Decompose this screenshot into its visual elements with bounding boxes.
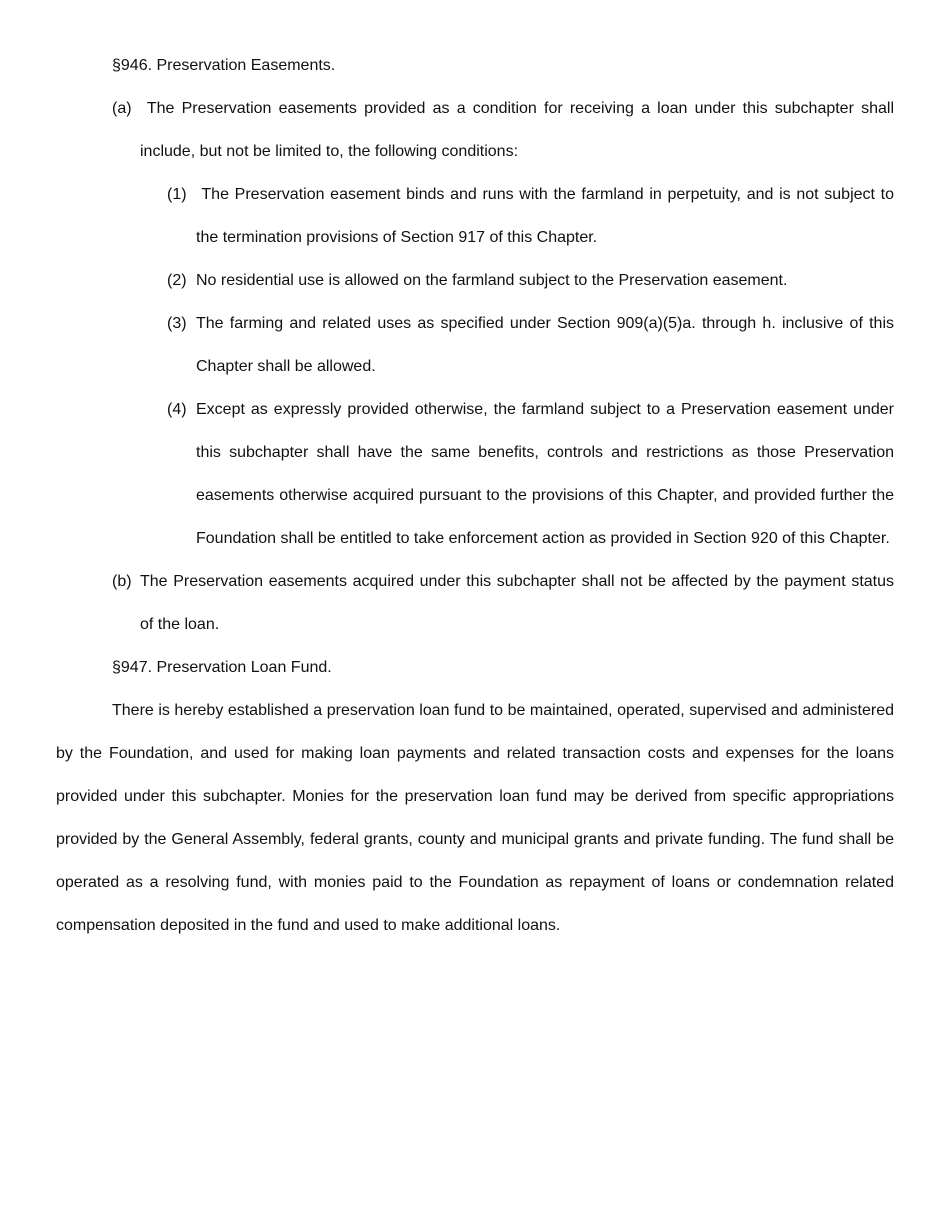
- condition-3: [167, 302, 894, 388]
- condition-4-text: Except as expressly provided otherwise, the farmland subject to a Preservation easement under this subchapter shall have the same benefits, controls and restrictions as those Preservation easements otherwise acquired pursuant to the provisions of this Chapter, and provided further the Foundation shall be entitled to take enforcement action as provided in Section 920 of this Chapter.: [196, 401, 894, 547]
- condition-4-label: (4): [167, 401, 187, 418]
- condition-4: [167, 388, 894, 560]
- condition-2-text: No residential use is allowed on the farmland subject to the Preservation easement.: [196, 272, 788, 289]
- subsection-a-label: (a): [112, 100, 132, 117]
- document-page: [56, 44, 894, 947]
- condition-1-label: (1): [167, 186, 187, 203]
- subsection-b: [112, 560, 894, 646]
- condition-2-label: (2): [167, 272, 187, 289]
- section-946-heading: §946. Preservation Easements.: [112, 57, 336, 74]
- condition-3-text: The farming and related uses as specified under Section 909(a)(5)a. through h. inclusive of this Chapter shall be allowed.: [196, 315, 894, 375]
- subsection-b-label: (b): [112, 573, 132, 590]
- condition-1: [167, 173, 894, 259]
- condition-2: [167, 259, 894, 302]
- subsection-a: [112, 87, 894, 173]
- subsection-a-text: The Preservation easements provided as a condition for receiving a loan under this subchapter shall include, but not be limited to, the following conditions:: [140, 100, 894, 160]
- section-947-body: There is hereby established a preservation loan fund to be maintained, operated, supervised and administered by the Foundation, and used for making loan payments and related transaction costs and expenses for the loans provided under this subchapter. Monies for the preservation loan fund may be derived from specific appropriations provided by the General Assembly, federal grants, county and municipal grants and private funding. The fund shall be operated as a resolving fund, with monies paid to the Foundation as repayment of loans or condemnation related compensation deposited in the fund and used to make additional loans.: [56, 702, 894, 934]
- condition-3-label: (3): [167, 315, 187, 332]
- subsection-b-text: The Preservation easements acquired under this subchapter shall not be affected by the payment status of the loan.: [140, 573, 894, 633]
- condition-1-text: The Preservation easement binds and runs with the farmland in perpetuity, and is not subject to the termination provisions of Section 917 of this Chapter.: [196, 186, 894, 246]
- section-947-heading: §947. Preservation Loan Fund.: [112, 659, 332, 676]
